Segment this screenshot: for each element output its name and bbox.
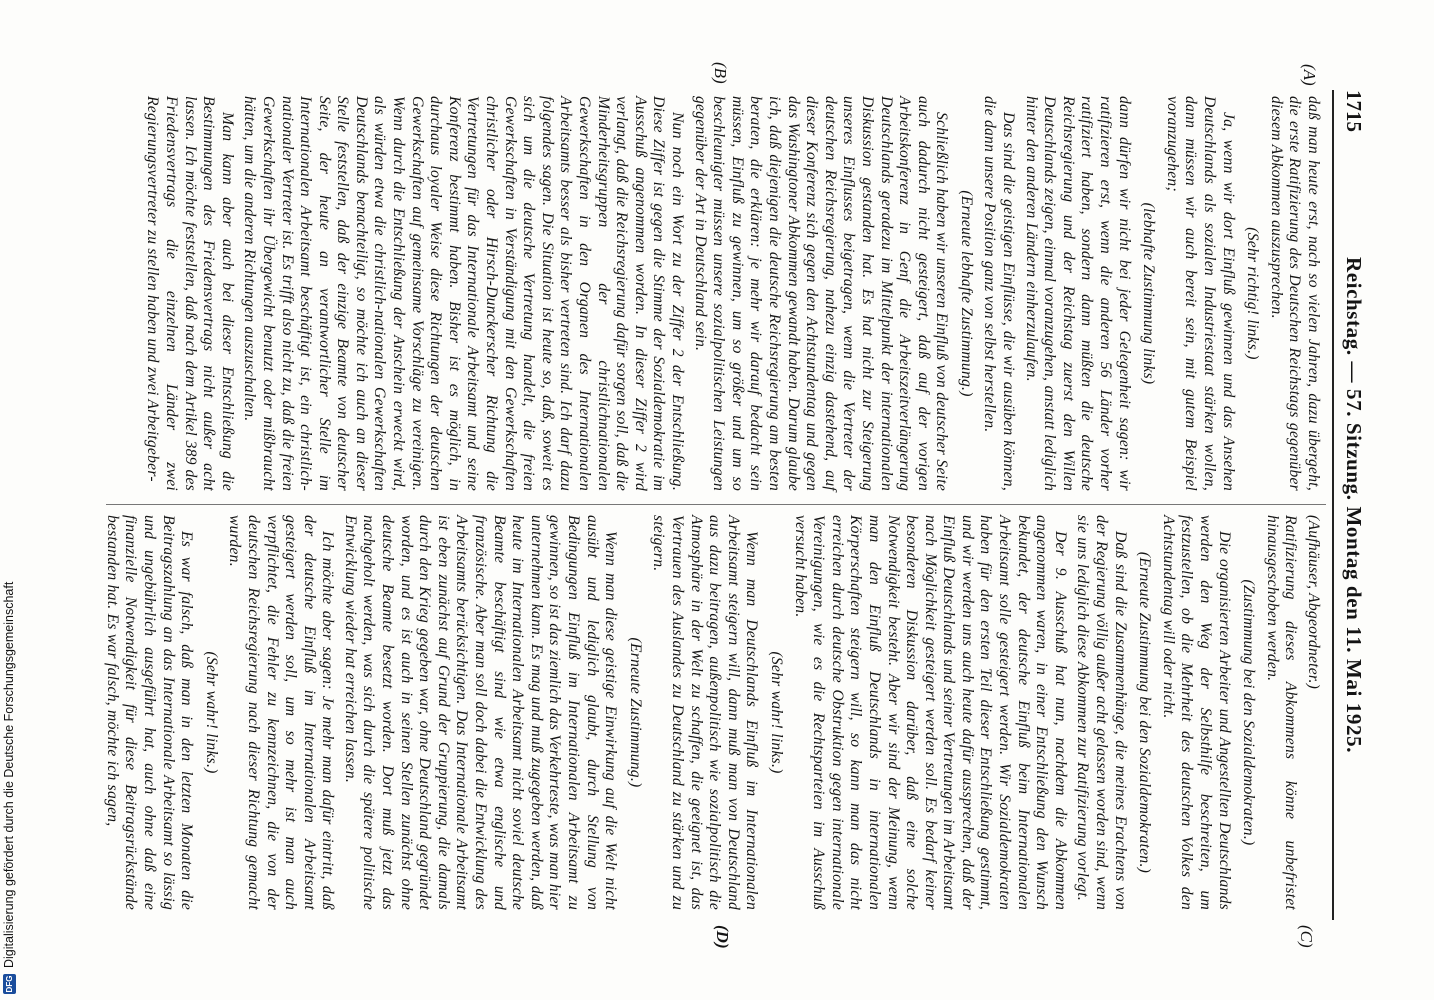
paragraph: Wenn man diese geistige Einwirkung auf die Welt nicht ausübt und lediglich glaubt, durch Stellung von Bedingungen Einfluß im Internationalen Arbeitsamt zu gewinnen, so ist das ziemlich das Verkehrteste, was man hier unternehmen kann. Es mag und muß zugegeben werden, daß heute im Internationalen Arbeitsamt nicht soviel deutsche Beamte beschäftigt sind wie etwa englische und französische. Aber man soll doch dabei die Entwicklung des Arbeitsamts berücksichtigen. Das Internationale Arbeitsamt ist eben zunächst auf Grund der Gruppierung, die damals durch den Krieg gegeben war, ohne Deutschland gegründet worden, und es ist auch in seinen Stellen zunächst ohne deutsche Beamte besetzt worden. Dort muß jetzt das nachgeholt werden, was sich durch die spätere politische Entwicklung wieder hat erreichen lassen. bbox=[341, 515, 620, 910]
page-number: 1715 bbox=[1342, 90, 1366, 132]
reaction: (Sehr richtig! links.) bbox=[1244, 227, 1262, 360]
paragraph: Die organisierten Arbeiter und Angestellten Deutschlands werden den Weg der Selbsthilfe beschreiten, um festzustellen, ob die Mehrheit des deutschen Volkes den Achtstundentag will oder nicht. bbox=[1159, 515, 1233, 910]
reaction: (Sehr wahr! links.) bbox=[767, 651, 785, 774]
reaction: (lebhafte Zustimmung links) bbox=[1140, 202, 1158, 385]
reaction: (Erneute Zustimmung.) bbox=[626, 637, 644, 788]
paragraph: Es war falsch, daß man in den letzten Monaten die Beitragszahlung an das Internationale Arbeitsamt so lässig und ungebührlich ausgeführt hat, auch ohne daß eine finanzielle Notwendigkeit für diese Beitragsrückstände bestanden hat. Es war falsch, möchte ich sagen, bbox=[103, 515, 196, 910]
paragraph: Man kann aber auch bei dieser Entschließung die Bestimmungen des Friedensvertrags nicht außer acht lassen. Ich möchte feststellen, daß nach dem Artikel 389 des Friedensvertrags die einzelnen Länder zwei Regierungsvertreter zu stellen haben und zwei Arbeitgeber- bbox=[144, 96, 236, 491]
text-column-1 bbox=[112, 96, 1322, 491]
column-divider bbox=[106, 504, 1326, 505]
running-title: Reichstag. — 57. Sitzung. Montag den 11. Mai 1925. bbox=[1342, 256, 1366, 754]
paragraph: daß man heute erst, nach so vielen Jahren, dazu übergeht, die erste Ratifizierung des Deutschen Reichstags gegenüber diesem Abkommen auszusprechen. bbox=[1267, 96, 1322, 491]
text-column-2 bbox=[103, 515, 1322, 910]
paragraph: Ratifizierung dieses Abkommens könne unbefristet hinausgeschoben werden. bbox=[1263, 515, 1300, 910]
paragraph: Der 9. Ausschuß hat nun, nachdem die Abkommen angenommen waren, in einer Entschließung den Wunsch bekundet, der deutsche Einfluß beim Internationalen Arbeitsamt solle gesteigert werden. Wir Sozialdemokraten haben für den ersten Teil dieser Entschließung gestimmt, und wir werden uns auch heute dafür aussprechen, daß der Einfluß Deutschlands und seiner Vertretungen im Arbeitsamt nach Möglichkeit gesteigert werden soll. Es bedarf keiner besonderen Diskussion darüber, daß eine solche Notwendigkeit besteht. Aber wir sind der Meinung, wenn man den Einfluß Deutschlands in internationalen Körperschaften steigern will, so kann man das nicht erreichen durch deutsche Obstruktion gegen internationale Vereinigungen, wie es die Rechtsparteien im Ausschuß versucht haben. bbox=[791, 515, 1069, 910]
paragraph: Wenn man Deutschlands Einfluß im Internationalen Arbeitsamt steigern will, dann muß man von Deutschland aus dazu beitragen, außenpolitisch wie sozialpolitisch die Atmosphäre in der Welt zu schaffen, die geeignet ist, das Vertrauen des Auslandes zu Deutschland zu stärken und zu steigern. bbox=[650, 515, 761, 910]
page-header bbox=[1328, 90, 1368, 920]
margin-marker-d: (D) bbox=[713, 925, 732, 949]
reaction: (Erneute Zustimmung bei den Sozialdemokraten.) bbox=[1136, 551, 1154, 874]
paragraph: Das sind die geistigen Einflüsse, die wir ausüben können, die dann unsere Position ganz von selbst herstellen. bbox=[981, 96, 1018, 491]
reaction: (Zustimmung bei den Sozialdemokraten.) bbox=[1240, 579, 1258, 846]
reaction: (Sehr wahr! links.) bbox=[202, 651, 220, 774]
paragraph: Schließlich haben wir unseren Einfluß von deutscher Seite auch dadurch nicht gesteigert, daß auf der vorigen Arbeitskonferenz in Genf die Arbeitszeitverlängerung Deutschlands geradezu im Mittelpunkt der internationalen Diskussion gestanden hat. Es hat nicht zur Steigerung unseres Einflusses beigetragen, wenn die Vertreter der deutschen Reichsregierung, nahezu einzig dastehend, auf dieser Konferenz sich gegen den Achtstundentag und gegen das Washingtoner Abkommen gewandt haben. Darum glaube ich, daß diejenigen die deutsche Reichsregierung am besten beraten, die erklären: je mehr wir darauf bedacht sein müssen, Einfluß zu gewinnen, um so größer und um so beschleunigter müssen unsere sozialpolitischen Leistungen gegenüber der Art in Deutschland sein. bbox=[691, 96, 951, 491]
digitization-credit bbox=[0, 0, 18, 1000]
speaker-name: (Aufhäuser, Abgeordneter.) bbox=[1305, 515, 1322, 690]
margin-marker-b: (B) bbox=[711, 62, 730, 84]
margin-marker-c: (C) bbox=[1297, 925, 1316, 948]
reaction: (Erneute lebhafte Zustimmung.) bbox=[957, 190, 975, 397]
paragraph: Ja, wenn wir dort Einfluß gewinnen und das Ansehen Deutschlands als sozialen Industriestaat stärken wollen, dann müssen wir auch bereit sein, mit gutem Beispiel voranzugehen; bbox=[1163, 96, 1237, 491]
dfg-logo: DFG bbox=[4, 975, 14, 993]
paragraph: Ich möchte aber sagen: Je mehr man dafür eintritt, daß der deutsche Einfluß im Internationalen Arbeitsamt gesteigert werden soll, um so mehr ist man auch verpflichtet, die Fehler zu kennzeichnen, die von der deutschen Reichsregierung nach dieser Richtung gemacht wurden. bbox=[226, 515, 337, 910]
margin-marker-a: (A) bbox=[1300, 64, 1319, 86]
header-rule bbox=[1332, 90, 1334, 920]
paragraph: dann dürfen wir nicht bei jeder Gelegenheit sagen: wir ratifizieren erst, wenn die anderen 56 Länder vorher ratifiziert haben, sondern dann müßten die deutsche Reichsregierung und der Reichstag zuerst den Willen Deutschlands zeigen, einmal voranzugehen, anstatt lediglich hinter den anderen Ländern einherzulaufen. bbox=[1022, 96, 1133, 491]
paragraph: Nun noch ein Wort zu der Ziffer 2 der Entschließung. Diese Ziffer ist gegen die Stimme der Sozialdemokratie im Ausschuß angenommen worden. In dieser Ziffer 2 wird verlangt, daß die Reichsregierung dafür sorgen soll, daß die Minderheitsgruppen der christlichnationalen Gewerkschaften in den Organen des Internationalen Arbeitsamts besser als bisher vertreten sind. Ich darf dazu folgendes sagen. Die Situation ist heute so, daß, soweit es sich um die deutsche Vertretung handelt, die freien Gewerkschaften in Verständigung mit den Gewerkschaften christlicher oder Hirsch-Dunckerscher Richtung die Vertretungen für das Internationale Arbeitsamt und seine Konferenz bestimmt haben. Bisher ist es möglich, in durchaus loyaler Weise diese Richtungen der deutschen Gewerkschaften auf gemeinsame Vorschläge zu vereinigen. Wenn durch die Entschließung der Anschein erweckt wird, als würden etwa die christlich-nationalen Gewerkschaften Deutschlands benachteiligt, so möchte ich auch an dieser Stelle feststellen, daß der einzige Beamte von deutscher Seite, der heute an verantwortlicher Stelle im Internationalen Arbeitsamt beschäftigt ist, ein christlich-nationaler Vertreter ist. Es trifft also nicht zu, daß die freien Gewerkschaften ihr Übergewicht benutzt oder mißbraucht hätten, um die anderen Richtungen auszuschalten. bbox=[241, 96, 686, 491]
credit-text: Digitalisierung gefördert durch die Deutsche Forschungsgemeinschaft bbox=[2, 581, 16, 968]
paragraph: Daß sind die Zusammenhänge, die meines Erachtens von der Regierung völlig außer acht gelassen worden sind, wenn sie uns lediglich diese Abkommen zur Ratifizierung vorlegt. bbox=[1074, 515, 1129, 910]
